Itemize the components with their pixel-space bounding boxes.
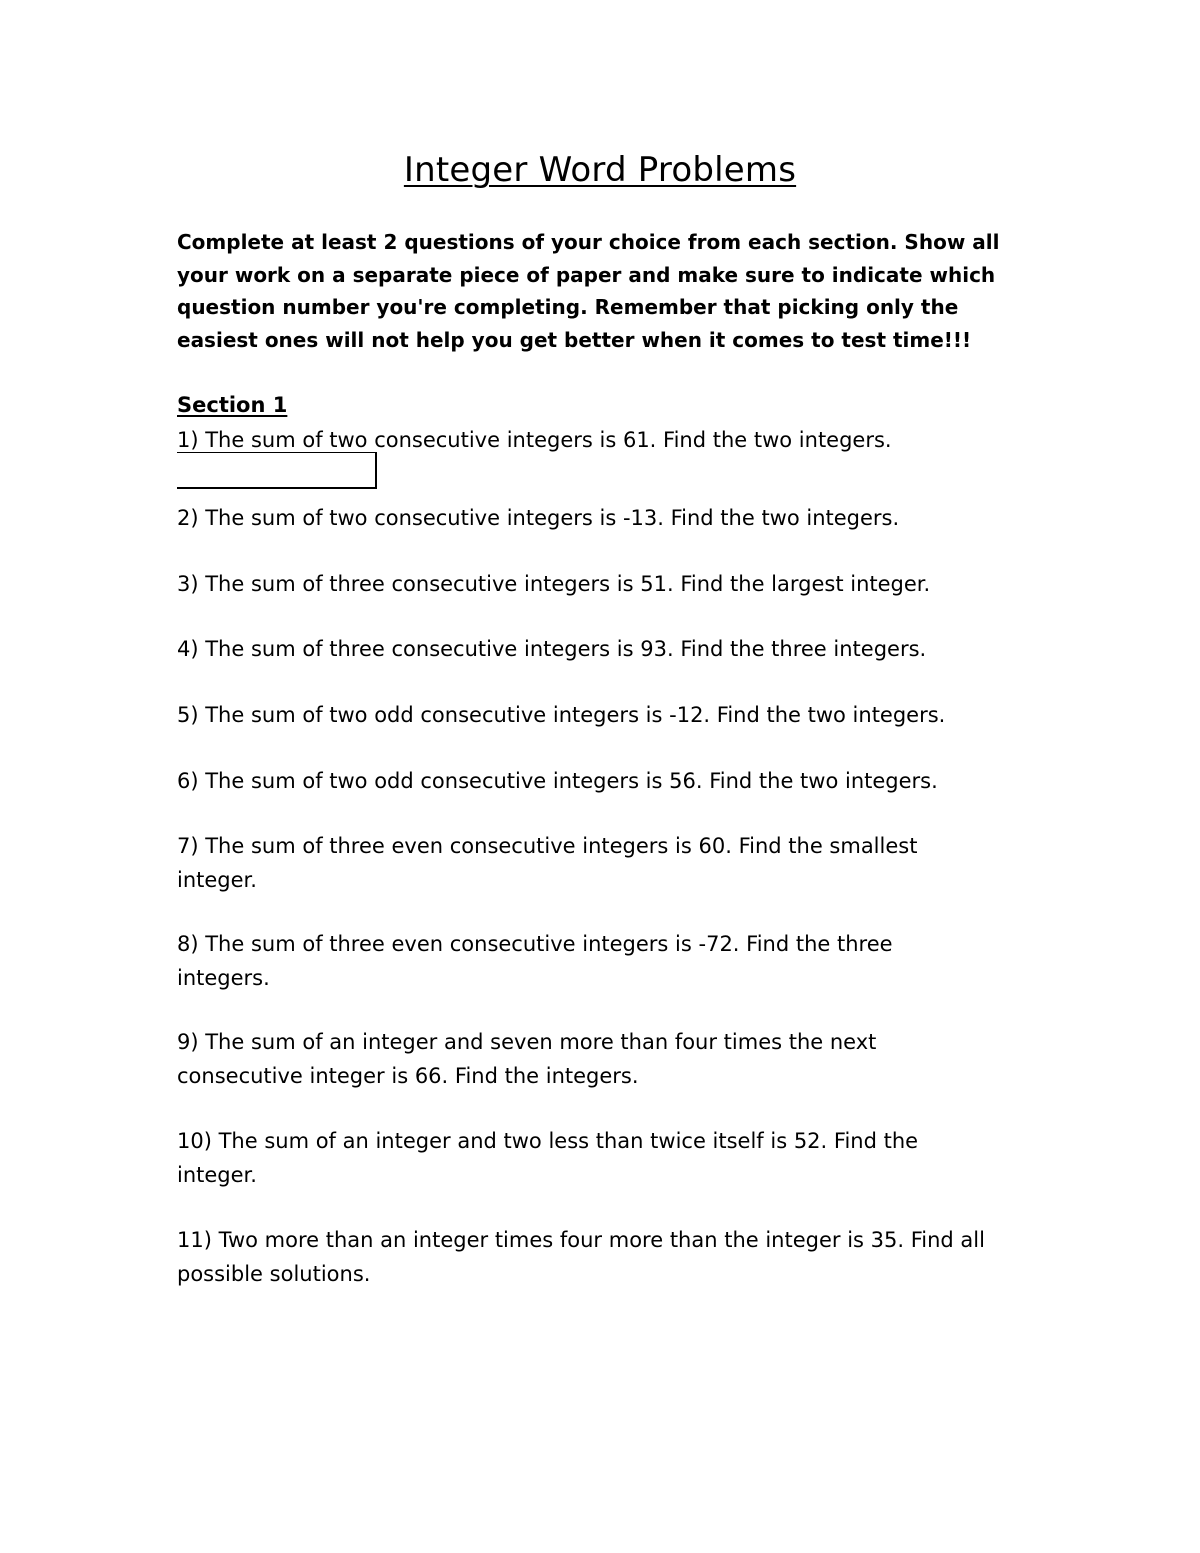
question-7: 7) The sum of three even consecutive integers is 60. Find the smallest integer. <box>177 834 918 892</box>
question-5: 5) The sum of two odd consecutive integers is -12. Find the two integers. <box>177 703 946 727</box>
question-3: 3) The sum of three consecutive integers is 51. Find the largest integer. <box>177 572 931 596</box>
question-6: 6) The sum of two odd consecutive integers is 56. Find the two integers. <box>177 769 938 793</box>
question-9: 9) The sum of an integer and seven more than four times the next consecutive integer is 66. Find the integers. <box>177 1030 877 1088</box>
question-4: 4) The sum of three consecutive integers is 93. Find the three integers. <box>177 637 927 661</box>
instructions-paragraph: Complete at least 2 questions of your choice from each section. Show all your work on a separate piece of paper and make sure to indicate which question number you're completing. Remember that picking only the easiest ones will not help you get better when it comes to test time!!! <box>177 230 1000 353</box>
question-8: 8) The sum of three even consecutive integers is -72. Find the three integers. <box>177 932 893 990</box>
question-11: 11) Two more than an integer times four more than the integer is 35. Find all possible solutions. <box>177 1228 985 1286</box>
section-heading: Section 1 <box>177 393 288 417</box>
page-title: Integer Word Problems <box>403 150 797 190</box>
question-2: 2) The sum of two consecutive integers is -13. Find the two integers. <box>177 506 900 530</box>
answer-box <box>177 452 377 489</box>
question-10: 10) The sum of an integer and two less than twice itself is 52. Find the integer. <box>177 1129 919 1187</box>
question-1: 1) The sum of two consecutive integers is 61. Find the two integers. <box>177 428 892 452</box>
